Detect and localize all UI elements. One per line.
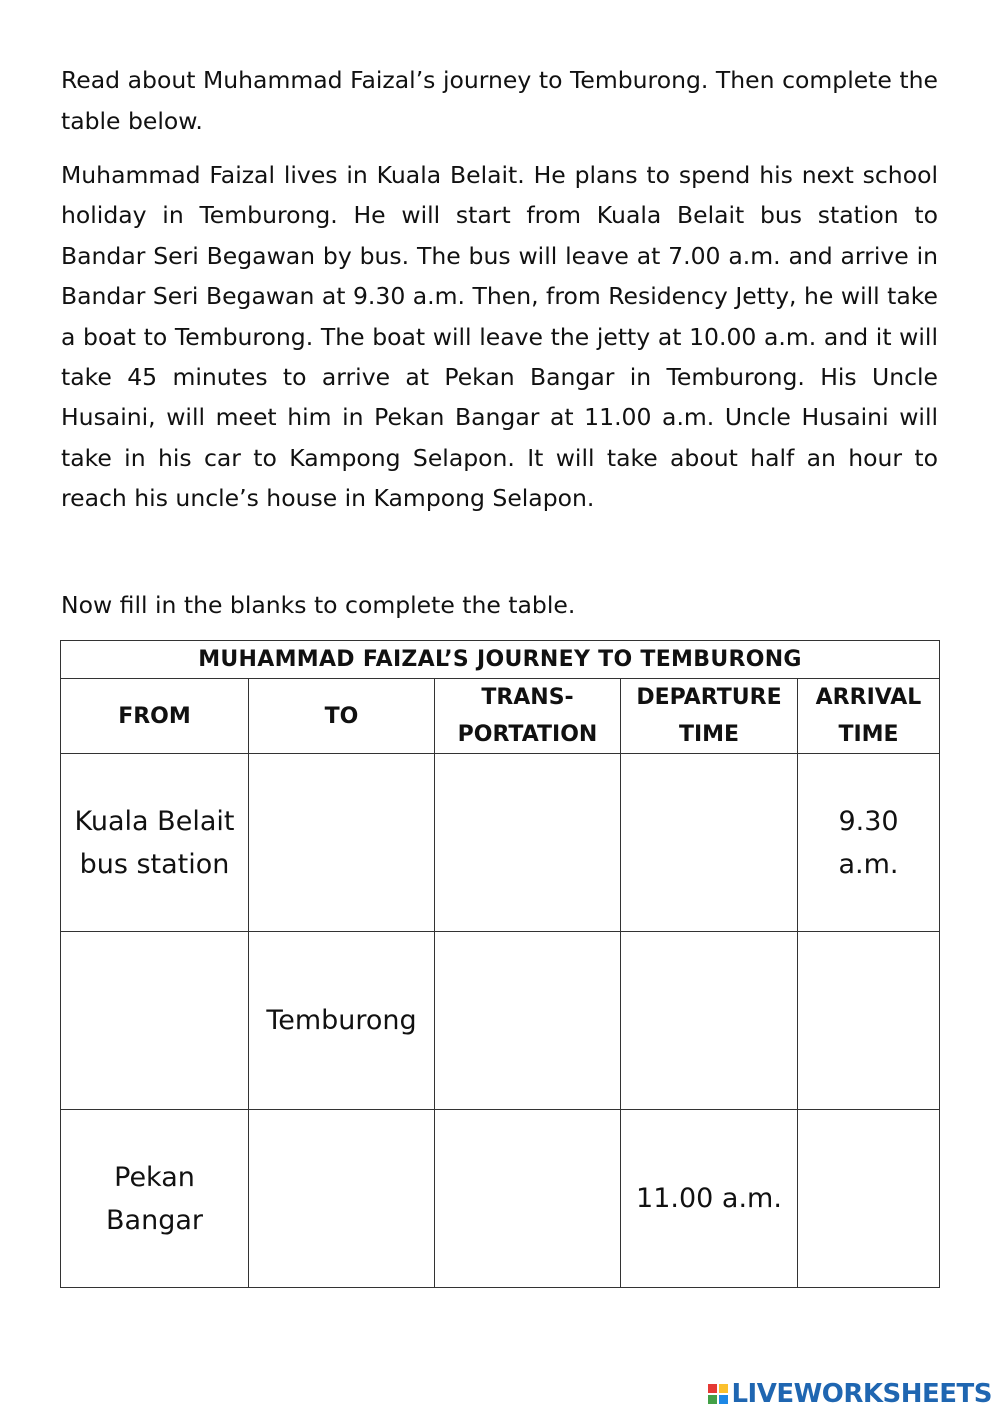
header-from bbox=[61, 679, 249, 754]
logo-block-red bbox=[708, 1384, 717, 1393]
row2-transportation-blank[interactable] bbox=[435, 932, 621, 1110]
logo-block-yellow bbox=[719, 1384, 728, 1393]
row1-departure-blank[interactable] bbox=[621, 754, 798, 932]
table-instruction: Now fill in the blanks to complete the table. bbox=[61, 591, 576, 619]
table-title-row bbox=[61, 641, 940, 679]
header-arrival bbox=[798, 679, 940, 754]
row3-from-line2: Bangar bbox=[106, 1204, 203, 1236]
row1-from bbox=[61, 754, 249, 932]
row2-from-blank[interactable] bbox=[61, 932, 249, 1110]
logo-block-green bbox=[708, 1395, 717, 1404]
header-to bbox=[249, 679, 435, 754]
row2-departure-blank[interactable] bbox=[621, 932, 798, 1110]
row3-from-line1: Pekan bbox=[114, 1161, 195, 1193]
header-transportation-line1: TRANS- bbox=[481, 685, 574, 710]
header-arrival-line1: ARRIVAL bbox=[815, 685, 922, 710]
row1-arrival-line1: 9.30 bbox=[838, 805, 899, 837]
header-transportation-line2: PORTATION bbox=[457, 722, 598, 747]
row3-to-blank[interactable] bbox=[249, 1110, 435, 1288]
header-from-label: FROM bbox=[118, 703, 191, 729]
row2-arrival-blank[interactable] bbox=[798, 932, 940, 1110]
story-paragraph: Muhammad Faizal lives in Kuala Belait. He plans to spend his next school holiday in Temburong. He will start from Kuala Belait bus station to Bandar Seri Begawan by bus. The bus will leave at 7.00 a.m. and arrive in Bandar Seri Begawan at 9.30 a.m. Then, from Residency Jetty, he will take a boat to Temburong. The boat will leave the jetty at 10.00 a.m. and it will take 45 minutes to arrive at Pekan Bangar in Temburong. His Uncle Husaini, will meet him in Pekan Bangar at 11.00 a.m. Uncle Husaini will take in his car to Kampong Selapon. It will take about half an hour to reach his uncle’s house in Kampong Selapon. bbox=[61, 161, 938, 513]
logo-block-blue bbox=[719, 1395, 728, 1404]
journey-table bbox=[60, 640, 940, 1288]
header-transportation bbox=[435, 679, 621, 754]
logo-blocks-icon bbox=[708, 1384, 728, 1404]
table-row bbox=[61, 754, 940, 932]
table-row bbox=[61, 1110, 940, 1288]
row3-arrival-blank[interactable] bbox=[798, 1110, 940, 1288]
row1-arrival bbox=[798, 754, 940, 932]
header-departure-line2: TIME bbox=[678, 722, 740, 747]
row1-transportation-blank[interactable] bbox=[435, 754, 621, 932]
header-departure bbox=[621, 679, 798, 754]
header-departure-line1: DEPARTURE bbox=[636, 685, 782, 710]
table-header-row bbox=[61, 679, 940, 754]
table-title: MUHAMMAD FAIZAL’S JOURNEY TO TEMBURONG bbox=[61, 641, 940, 679]
logo-text: LIVEWORKSHEETS bbox=[731, 1379, 992, 1409]
row3-transportation-blank[interactable] bbox=[435, 1110, 621, 1288]
header-arrival-line2: TIME bbox=[838, 722, 899, 747]
table-row bbox=[61, 932, 940, 1110]
row1-to-blank[interactable] bbox=[249, 754, 435, 932]
row3-from bbox=[61, 1110, 249, 1288]
header-to-label: TO bbox=[324, 703, 359, 729]
row1-from-line1: Kuala Belait bbox=[74, 805, 235, 837]
row2-to: Temburong bbox=[249, 932, 435, 1110]
intro-instruction: Read about Muhammad Faizal’s journey to Temburong. Then complete the table below. bbox=[61, 66, 938, 135]
row1-from-line2: bus station bbox=[79, 848, 230, 880]
row3-departure: 11.00 a.m. bbox=[621, 1110, 798, 1288]
row1-arrival-line2: a.m. bbox=[838, 848, 899, 880]
liveworksheets-logo[interactable] bbox=[708, 1379, 992, 1409]
